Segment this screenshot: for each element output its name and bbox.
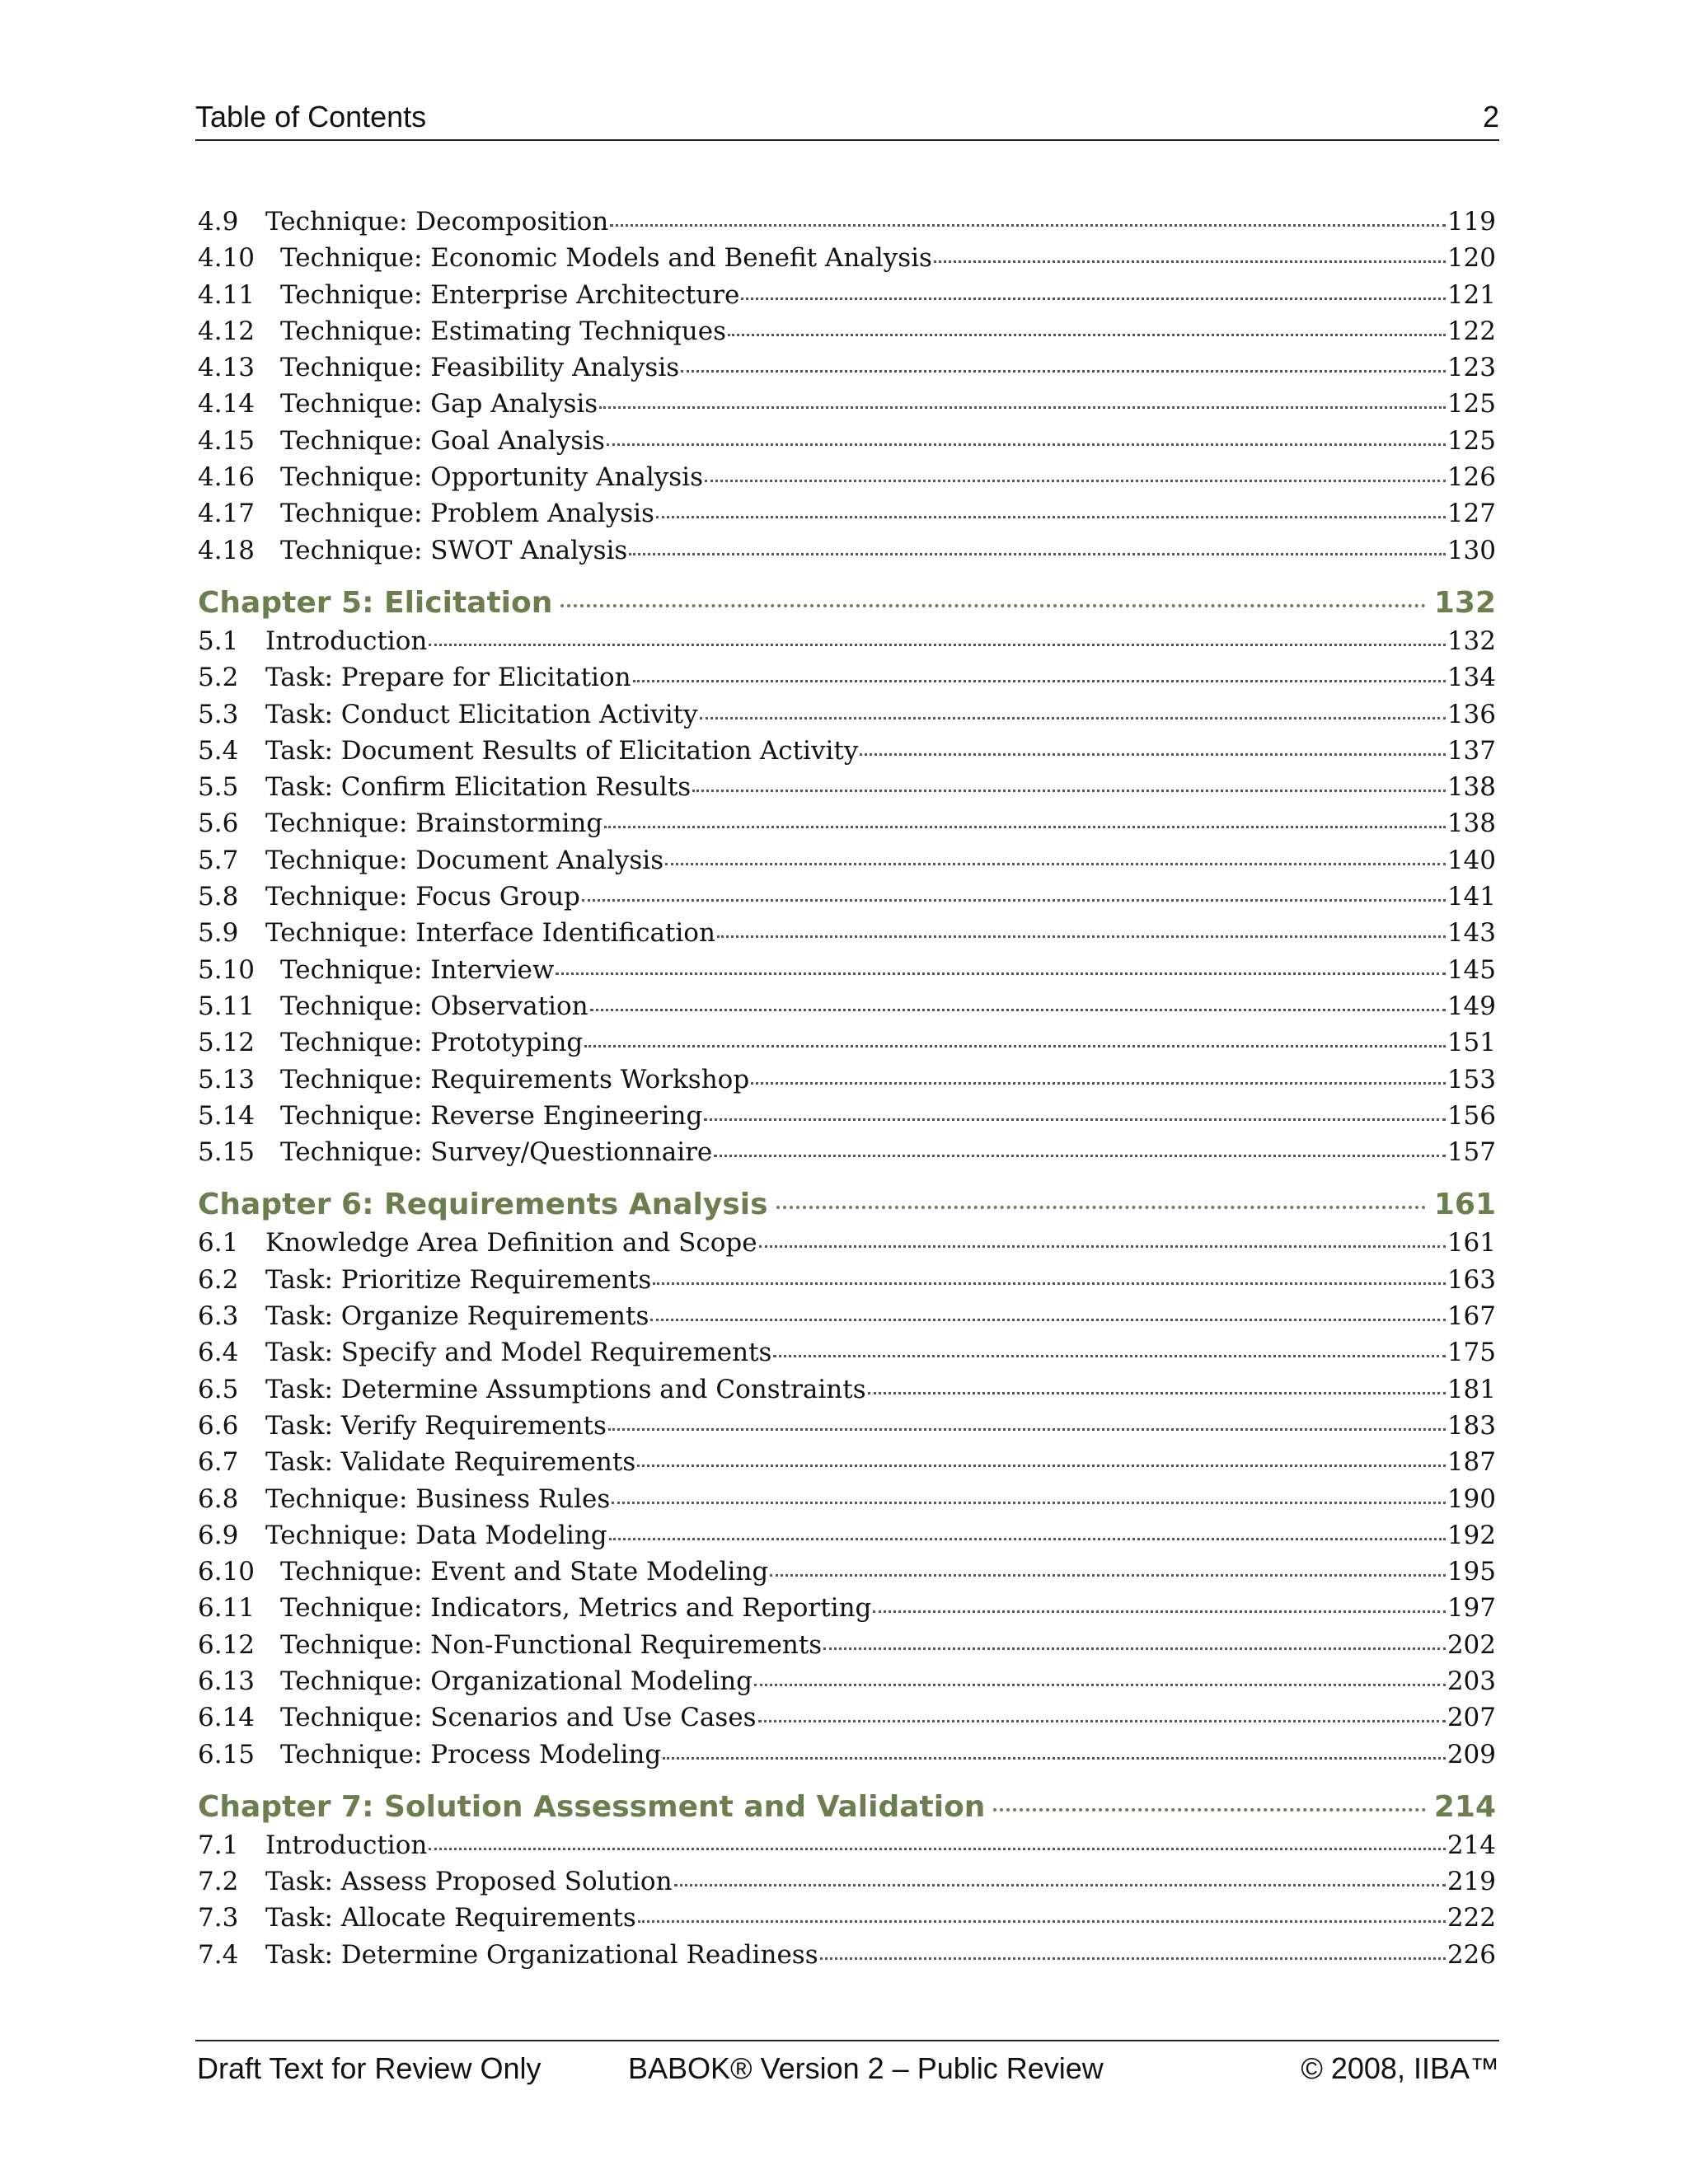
entry-number: 4.17 — [198, 499, 256, 529]
entry-page-number: 141 — [1447, 882, 1496, 912]
entry-page-number: 163 — [1447, 1264, 1496, 1295]
toc-entry[interactable] — [198, 1444, 1496, 1480]
dot-leader — [934, 259, 1446, 263]
entry-number: 5.4 — [198, 735, 239, 766]
entry-title: Task: Validate Requirements — [265, 1447, 636, 1478]
entry-title: Task: Verify Requirements — [265, 1410, 607, 1441]
entry-title: Task: Document Results of Elicitation Activity — [265, 735, 859, 766]
entry-page-number: 125 — [1447, 389, 1496, 419]
toc-entry[interactable] — [198, 532, 1496, 569]
entry-page-number: 209 — [1447, 1739, 1496, 1769]
entry-page-number: 149 — [1447, 991, 1496, 1021]
dot-leader — [629, 551, 1446, 555]
entry-title: Technique: Non-Functional Requirements — [280, 1629, 823, 1660]
entry-title: Task: Organize Requirements — [265, 1301, 649, 1332]
entry-page-number: 137 — [1447, 735, 1496, 766]
dot-leader — [653, 1281, 1446, 1285]
dot-leader — [717, 934, 1446, 938]
toc-entry[interactable] — [198, 1736, 1496, 1773]
chapter-title: Chapter 5: Elicitation — [198, 585, 553, 620]
entry-title: Task: Confirm Elicitation Results — [265, 772, 692, 803]
entry-page-number: 183 — [1447, 1410, 1496, 1441]
dot-leader — [704, 1117, 1446, 1121]
entry-number: 7.2 — [198, 1867, 239, 1897]
toc-entry[interactable] — [198, 879, 1496, 915]
dot-leader — [773, 1353, 1445, 1357]
toc-entry[interactable] — [198, 1062, 1496, 1098]
entry-page-number: 203 — [1447, 1666, 1496, 1696]
entry-number: 7.1 — [198, 1830, 239, 1860]
entry-page-number: 151 — [1447, 1028, 1496, 1058]
entry-title: Technique: Estimating Techniques — [280, 316, 726, 346]
entry-number: 5.9 — [198, 918, 239, 949]
entry-number: 4.15 — [198, 425, 256, 456]
dot-leader — [590, 1007, 1446, 1011]
entry-title: Technique: Reverse Engineering — [280, 1100, 703, 1131]
dot-leader — [728, 332, 1446, 336]
dot-leader — [770, 1572, 1446, 1577]
toc-entry[interactable] — [198, 313, 1496, 349]
entry-number: 7.4 — [198, 1939, 239, 1970]
entry-number: 5.14 — [198, 1100, 256, 1131]
entry-title: Technique: Event and State Modeling — [280, 1557, 769, 1587]
entry-page-number: 145 — [1447, 954, 1496, 985]
toc-chapter-heading[interactable] — [198, 1185, 1496, 1225]
entry-page-number: 192 — [1447, 1520, 1496, 1550]
toc-entry[interactable] — [198, 349, 1496, 386]
toc-entry[interactable] — [198, 696, 1496, 733]
entry-page-number: 122 — [1447, 316, 1496, 346]
entry-number: 6.2 — [198, 1264, 239, 1295]
entry-number: 6.12 — [198, 1629, 256, 1660]
dot-leader — [610, 223, 1446, 227]
entry-page-number: 130 — [1447, 535, 1496, 565]
entry-title: Task: Determine Organizational Readiness — [265, 1939, 818, 1970]
chapter-title: Chapter 6: Requirements Analysis — [198, 1188, 768, 1222]
entry-title: Technique: Indicators, Metrics and Reporting — [280, 1593, 872, 1624]
toc-entry[interactable] — [198, 1699, 1496, 1736]
entry-page-number: 143 — [1447, 918, 1496, 949]
entry-number: 6.9 — [198, 1520, 239, 1550]
entry-page-number: 136 — [1447, 699, 1496, 729]
table-of-contents — [198, 204, 1496, 1973]
entry-title: Technique: Data Modeling — [265, 1520, 607, 1550]
entry-page-number: 132 — [1447, 626, 1496, 656]
toc-entry[interactable] — [198, 423, 1496, 459]
entry-page-number: 138 — [1447, 808, 1496, 839]
entry-number: 5.10 — [198, 954, 256, 985]
entry-page-number: 134 — [1447, 663, 1496, 693]
entry-title: Technique: Brainstorming — [265, 808, 603, 839]
dot-leader — [868, 1390, 1446, 1394]
entry-title: Task: Determine Assumptions and Constraints — [265, 1374, 866, 1404]
entry-number: 6.14 — [198, 1703, 256, 1733]
dot-leader — [650, 1317, 1445, 1321]
toc-entry[interactable] — [198, 988, 1496, 1024]
entry-page-number: 140 — [1447, 845, 1496, 875]
entry-title: Technique: Document Analysis — [265, 845, 664, 875]
dot-leader — [705, 478, 1446, 482]
toc-entry[interactable] — [198, 769, 1496, 805]
entry-number: 5.3 — [198, 699, 239, 729]
entry-title: Technique: Decomposition — [265, 207, 609, 237]
toc-entry[interactable] — [198, 1334, 1496, 1371]
entry-number: 4.16 — [198, 462, 256, 493]
entry-title: Knowledge Area Definition and Scope — [265, 1228, 757, 1258]
entry-title: Technique: Economic Models and Benefit Analysis — [280, 243, 932, 274]
entry-number: 4.12 — [198, 316, 256, 346]
toc-entry[interactable] — [198, 952, 1496, 988]
entry-number: 5.11 — [198, 991, 256, 1021]
entry-title: Task: Prioritize Requirements — [265, 1264, 652, 1295]
entry-number: 6.1 — [198, 1228, 239, 1258]
entry-number: 4.11 — [198, 279, 256, 310]
entry-number: 5.15 — [198, 1137, 256, 1168]
toc-entry[interactable] — [198, 1134, 1496, 1170]
entry-number: 5.5 — [198, 772, 239, 803]
entry-title: Technique: Gap Analysis — [280, 389, 598, 419]
entry-number: 4.18 — [198, 535, 256, 565]
entry-page-number: 226 — [1447, 1939, 1496, 1970]
entry-page-number: 156 — [1447, 1100, 1496, 1131]
dot-leader — [700, 715, 1446, 719]
entry-number: 5.12 — [198, 1028, 256, 1058]
entry-page-number: 207 — [1447, 1703, 1496, 1733]
dot-leader — [612, 1500, 1446, 1504]
entry-number: 6.11 — [198, 1593, 256, 1624]
toc-entry[interactable] — [198, 842, 1496, 879]
dot-leader — [607, 442, 1446, 446]
entry-page-number: 187 — [1447, 1447, 1496, 1478]
entry-title: Technique: Survey/Questionnaire — [280, 1137, 713, 1168]
entry-page-number: 214 — [1447, 1830, 1496, 1860]
entry-page-number: 157 — [1447, 1137, 1496, 1168]
toc-entry[interactable] — [198, 915, 1496, 951]
entry-title: Technique: Process Modeling — [280, 1739, 662, 1769]
entry-title: Task: Assess Proposed Solution — [265, 1867, 673, 1897]
entry-page-number: 222 — [1447, 1903, 1496, 1933]
entry-number: 6.15 — [198, 1739, 256, 1769]
dot-leader — [751, 1080, 1446, 1085]
entry-title: Technique: Interview — [280, 954, 555, 985]
entry-title: Technique: Problem Analysis — [280, 499, 654, 529]
entry-page-number: 219 — [1447, 1867, 1496, 1897]
entry-page-number: 190 — [1447, 1483, 1496, 1514]
dot-leader — [599, 405, 1446, 409]
entry-number: 6.5 — [198, 1374, 239, 1404]
dot-leader — [663, 1755, 1446, 1760]
dot-leader — [820, 1956, 1446, 1960]
dot-leader — [582, 898, 1446, 902]
dot-leader — [609, 1536, 1446, 1540]
entry-number: 5.8 — [198, 882, 239, 912]
toc-entry[interactable] — [198, 1024, 1496, 1061]
dot-leader — [714, 1153, 1446, 1157]
entry-title: Technique: SWOT Analysis — [280, 535, 628, 565]
entry-title: Technique: Requirements Workshop — [280, 1064, 750, 1094]
toc-entry[interactable] — [198, 495, 1496, 532]
entry-page-number: 181 — [1447, 1374, 1496, 1404]
dot-leader — [584, 1043, 1446, 1047]
toc-chapter-heading[interactable] — [198, 583, 1496, 623]
entry-title: Technique: Feasibility Analysis — [280, 353, 680, 383]
entry-page-number: 126 — [1447, 462, 1496, 493]
dot-leader — [823, 1646, 1446, 1650]
entry-title: Task: Specify and Model Requirements — [265, 1338, 772, 1368]
entry-number: 6.4 — [198, 1338, 239, 1368]
dot-leader — [674, 1882, 1446, 1886]
toc-entry[interactable] — [198, 459, 1496, 495]
entry-number: 6.13 — [198, 1666, 256, 1696]
dot-leader — [993, 1807, 1425, 1811]
toc-entry[interactable] — [198, 277, 1496, 313]
toc-entry[interactable] — [198, 623, 1496, 659]
page-footer — [195, 2040, 1499, 2091]
entry-number: 6.3 — [198, 1301, 239, 1332]
chapter-page-number: 214 — [1433, 1789, 1496, 1824]
toc-entry[interactable] — [198, 1937, 1496, 1973]
entry-title: Technique: Interface Identification — [265, 918, 715, 949]
entry-number: 6.7 — [198, 1447, 239, 1478]
chapter-page-number: 132 — [1433, 585, 1496, 620]
toc-entry[interactable] — [198, 1590, 1496, 1626]
entry-page-number: 167 — [1447, 1301, 1496, 1332]
entry-number: 5.2 — [198, 663, 239, 693]
toc-entry[interactable] — [198, 1225, 1496, 1261]
header-page-number: 2 — [1482, 100, 1499, 134]
toc-entry[interactable] — [198, 1098, 1496, 1134]
entry-title: Task: Allocate Requirements — [265, 1903, 636, 1933]
footer-right-text: © 2008, IIBA™ — [1301, 2051, 1499, 2085]
entry-title: Technique: Business Rules — [265, 1483, 611, 1514]
dot-leader — [608, 1427, 1446, 1431]
entry-page-number: 127 — [1447, 499, 1496, 529]
entry-number: 6.10 — [198, 1557, 256, 1587]
toc-entry[interactable] — [198, 1371, 1496, 1408]
entry-title: Task: Prepare for Elicitation — [265, 663, 631, 693]
entry-number: 7.3 — [198, 1903, 239, 1933]
entry-title: Technique: Organizational Modeling — [280, 1666, 753, 1696]
toc-chapter-heading[interactable] — [198, 1788, 1496, 1827]
entry-title: Introduction — [265, 1830, 428, 1860]
entry-title: Technique: Enterprise Architecture — [280, 279, 740, 310]
header-title: Table of Contents — [195, 100, 427, 134]
chapter-page-number: 161 — [1433, 1188, 1496, 1222]
dot-leader — [754, 1682, 1446, 1686]
dot-leader — [633, 678, 1446, 682]
entry-number: 4.10 — [198, 243, 256, 274]
entry-page-number: 120 — [1447, 243, 1496, 274]
dot-leader — [637, 1463, 1446, 1467]
entry-number: 4.13 — [198, 353, 256, 383]
dot-leader — [429, 642, 1446, 646]
footer-center-text: BABOK® Version 2 – Public Review — [628, 2051, 1104, 2085]
entry-page-number: 123 — [1447, 353, 1496, 383]
entry-title: Technique: Opportunity Analysis — [280, 462, 703, 493]
toc-entry[interactable] — [198, 1827, 1496, 1863]
dot-leader — [759, 1244, 1446, 1248]
toc-entry[interactable] — [198, 240, 1496, 276]
toc-entry[interactable] — [198, 386, 1496, 422]
entry-page-number: 138 — [1447, 772, 1496, 803]
dot-leader — [758, 1718, 1446, 1722]
chapter-title: Chapter 7: Solution Assessment and Validation — [198, 1789, 986, 1824]
toc-entry[interactable] — [198, 1627, 1496, 1663]
toc-entry[interactable] — [198, 1408, 1496, 1444]
entry-page-number: 153 — [1447, 1064, 1496, 1094]
dot-leader — [873, 1609, 1445, 1613]
entry-page-number: 161 — [1447, 1228, 1496, 1258]
toc-entry[interactable] — [198, 1481, 1496, 1517]
dot-leader — [560, 602, 1425, 607]
entry-title: Introduction — [265, 626, 428, 656]
dot-leader — [556, 971, 1445, 975]
dot-leader — [429, 1846, 1446, 1850]
toc-entry[interactable] — [198, 805, 1496, 841]
entry-number: 4.14 — [198, 389, 256, 419]
entry-title: Technique: Scenarios and Use Cases — [280, 1703, 757, 1733]
toc-entry[interactable] — [198, 659, 1496, 696]
dot-leader — [681, 368, 1446, 373]
entry-title: Technique: Goal Analysis — [280, 425, 605, 456]
entry-number: 6.6 — [198, 1410, 239, 1441]
dot-leader — [860, 752, 1445, 756]
entry-title: Technique: Observation — [280, 991, 588, 1021]
entry-number: 6.8 — [198, 1483, 239, 1514]
entry-number: 4.9 — [198, 207, 239, 237]
toc-entry[interactable] — [198, 1262, 1496, 1298]
entry-number: 5.13 — [198, 1064, 256, 1094]
entry-title: Task: Conduct Elicitation Activity — [265, 699, 698, 729]
toc-entry[interactable] — [198, 1900, 1496, 1936]
entry-page-number: 119 — [1447, 207, 1496, 237]
entry-page-number: 202 — [1447, 1629, 1496, 1660]
dot-leader — [638, 1919, 1446, 1923]
entry-page-number: 197 — [1447, 1593, 1496, 1624]
dot-leader — [604, 824, 1446, 828]
page-header — [195, 96, 1499, 141]
footer-left-text: Draft Text for Review Only — [197, 2051, 542, 2085]
dot-leader — [741, 296, 1445, 300]
toc-entry[interactable] — [198, 204, 1496, 240]
entry-page-number: 195 — [1447, 1557, 1496, 1587]
entry-number: 5.1 — [198, 626, 239, 656]
entry-page-number: 125 — [1447, 425, 1496, 456]
dot-leader — [692, 788, 1446, 792]
toc-entry[interactable] — [198, 1517, 1496, 1554]
toc-entry[interactable] — [198, 1863, 1496, 1900]
entry-title: Technique: Focus Group — [265, 882, 580, 912]
dot-leader — [665, 861, 1446, 865]
dot-leader — [656, 514, 1446, 518]
entry-number: 5.7 — [198, 845, 239, 875]
entry-page-number: 121 — [1447, 279, 1496, 310]
toc-entry[interactable] — [198, 733, 1496, 769]
entry-title: Technique: Prototyping — [280, 1028, 584, 1058]
toc-entry[interactable] — [198, 1663, 1496, 1699]
toc-entry[interactable] — [198, 1554, 1496, 1590]
toc-entry[interactable] — [198, 1298, 1496, 1334]
entry-page-number: 175 — [1447, 1338, 1496, 1368]
entry-number: 5.6 — [198, 808, 239, 839]
dot-leader — [776, 1204, 1426, 1209]
